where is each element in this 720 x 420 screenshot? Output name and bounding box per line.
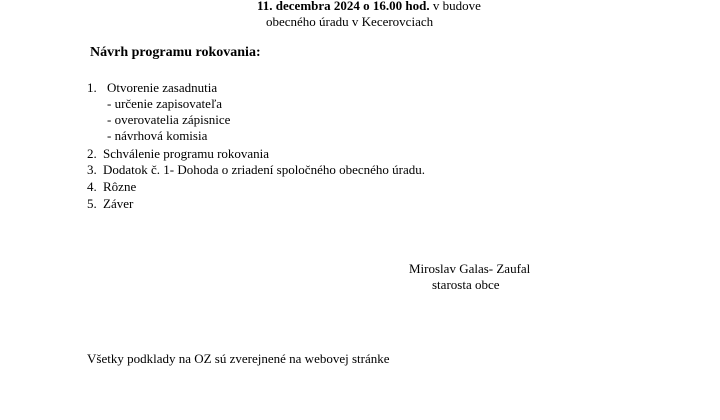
agenda-item-1-label: Otvorenie zasadnutia <box>107 80 218 95</box>
agenda-item-3-number: 3. <box>87 162 97 177</box>
meeting-venue: obecného úradu v Kecerovciach <box>266 14 434 29</box>
agenda-item-2-number: 2. <box>87 146 97 161</box>
signatory-role: starosta obce <box>432 277 500 292</box>
program-heading: Návrh programu rokovania: <box>90 45 261 60</box>
agenda-subitem: - určenie zapisovateľa <box>107 96 222 111</box>
meeting-datetime-line <box>257 0 481 14</box>
footer-note: Všetky podklady na OZ sú zverejnené na webovej stránke <box>87 351 390 366</box>
agenda-item-4-number: 4. <box>87 179 97 194</box>
agenda-item-2-label: Schválenie programu rokovania <box>103 146 270 161</box>
agenda-item-1-number: 1. <box>87 80 97 95</box>
signatory-name: Miroslav Galas- Zaufal <box>409 261 531 276</box>
agenda-item-5-number: 5. <box>87 196 97 211</box>
meeting-venue-prefix: v budove <box>429 0 481 13</box>
agenda-item-5-label: Záver <box>103 196 134 211</box>
agenda-subitem: - návrhová komisia <box>107 128 208 143</box>
agenda-item-3-label: Dodatok č. 1- Dohoda o zriadení spoločného obecného úradu. <box>103 162 426 177</box>
agenda-subitem: - overovatelia zápisnice <box>107 112 231 127</box>
meeting-datetime: 11. decembra 2024 o 16.00 hod. <box>257 0 430 13</box>
agenda-item-4-label: Rôzne <box>103 179 137 194</box>
